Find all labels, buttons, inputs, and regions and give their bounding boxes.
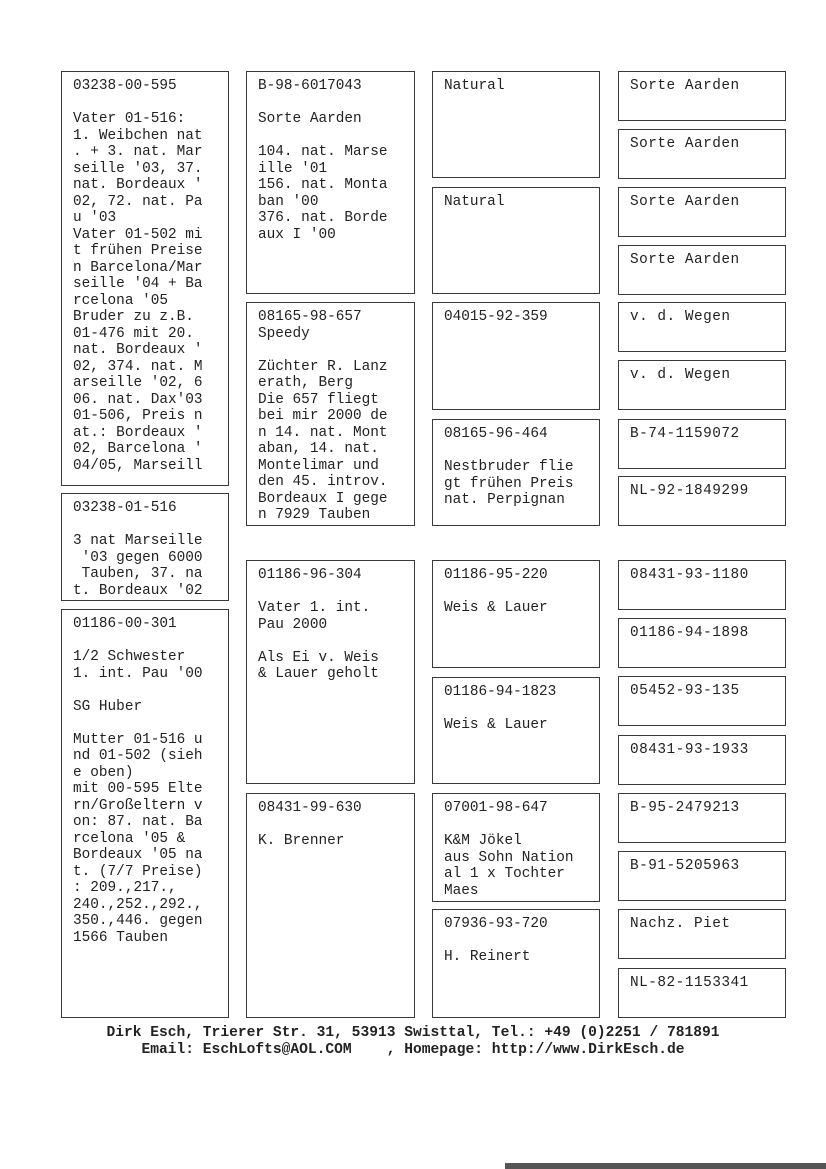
- pedigree-box: [432, 909, 600, 1018]
- box-text-line: nat. Bordeaux ': [73, 342, 203, 358]
- box-text-line: 01186-94-1823: [444, 684, 557, 700]
- footer-contact: Email: EschLofts@AOL.COM , Homepage: http://www.DirkEsch.de: [141, 1042, 685, 1058]
- box-text-line: 04/05, Marseill: [73, 457, 203, 474]
- pedigree-box: [432, 560, 600, 668]
- box-text-line: 104. nat. Marse: [258, 144, 388, 160]
- box-text-line: . + 3. nat. Mar: [73, 144, 203, 160]
- box-text-line: 04015-92-359: [444, 309, 548, 325]
- box-text-line: u '03: [73, 210, 117, 226]
- box-text-line: B-74-1159072: [630, 426, 740, 442]
- box-text-line: B-98-6017043: [258, 78, 362, 94]
- box-text-line: 02, Barcelona ': [73, 441, 203, 457]
- box-text-line: t. (7/7 Preise): [73, 863, 203, 880]
- box-text-line: 01-506, Preis n: [73, 408, 203, 424]
- box-text-line: t. Bordeaux '02: [73, 582, 203, 599]
- box-text-line: B-95-2479213: [630, 800, 740, 816]
- box-text-line: aux I '00: [258, 226, 336, 243]
- box-text-line: 08431-93-1933: [630, 742, 749, 758]
- box-text-line: & Lauer geholt: [258, 666, 379, 682]
- box-text-line: '03 gegen 6000: [73, 549, 203, 566]
- pedigree-box: [432, 187, 600, 294]
- box-text-line: aus Sohn Nation: [444, 849, 574, 866]
- pedigree-box: [432, 793, 600, 902]
- box-text-line: 01186-94-1898: [630, 625, 749, 641]
- box-text-line: Natural: [444, 194, 505, 210]
- box-text-line: nat. Perpignan: [444, 492, 565, 508]
- box-text-line: 1. int. Pau '00: [73, 665, 203, 682]
- pedigree-box: [618, 71, 786, 121]
- box-text-line: n 7929 Tauben: [258, 507, 371, 523]
- box-text-line: 01186-96-304: [258, 567, 362, 583]
- box-text-line: H. Reinert: [444, 949, 531, 965]
- box-text-line: Bruder zu z.B.: [73, 309, 194, 325]
- box-text-line: Speedy: [258, 325, 310, 342]
- box-text-line: [258, 128, 414, 145]
- pedigree-box: [618, 360, 786, 410]
- pedigree-box: [618, 419, 786, 469]
- pedigree-box: [618, 735, 786, 785]
- box-text-line: 01-476 mit 20.: [73, 325, 194, 342]
- box-text-line: ille '01: [258, 160, 328, 177]
- box-text-line: t frühen Preise: [73, 243, 203, 259]
- box-text-line: [73, 633, 228, 650]
- box-text-line: erath, Berg: [258, 375, 353, 391]
- box-text-line: 05452-93-135: [630, 683, 740, 699]
- pedigree-box: [618, 560, 786, 610]
- box-text-line: Vater 1. int.: [258, 600, 371, 616]
- box-text-line: : 209.,217.,: [73, 880, 177, 896]
- pedigree-box: [246, 302, 415, 526]
- box-text-line: Sorte Aarden: [630, 194, 740, 210]
- box-text-line: 02, 374. nat. M: [73, 358, 203, 375]
- box-text-line: B-91-5205963: [630, 858, 740, 874]
- box-text-line: seille '04 + Ba: [73, 276, 203, 292]
- box-text-line: 01186-95-220: [444, 567, 548, 583]
- box-text-line: Nestbruder flie: [444, 459, 574, 475]
- box-text-line: arseille '02, 6: [73, 375, 203, 391]
- box-text-line: 03238-01-516: [73, 500, 177, 516]
- box-text-line: seille '03, 37.: [73, 160, 203, 177]
- box-text-line: [444, 933, 599, 950]
- box-text-line: 1566 Tauben: [73, 929, 168, 946]
- box-text-line: Montelimar und: [258, 457, 379, 474]
- box-text-line: [444, 701, 599, 718]
- box-text-line: [444, 443, 599, 460]
- pedigree-box: [618, 187, 786, 237]
- box-text-line: 08431-93-1180: [630, 567, 749, 583]
- scan-edge-shadow: [505, 1163, 826, 1169]
- box-text-line: nd 01-502 (sieh: [73, 748, 203, 764]
- box-text-line: n Barcelona/Mar: [73, 259, 203, 276]
- pedigree-box: [618, 129, 786, 179]
- box-text-line: [258, 95, 414, 112]
- box-text-line: 3 nat Marseille: [73, 533, 203, 549]
- box-text-line: [73, 517, 228, 534]
- box-text-line: den 45. introv.: [258, 474, 388, 490]
- box-text-line: Nachz. Piet: [630, 916, 731, 932]
- box-text-line: Bordeaux I gege: [258, 490, 388, 507]
- box-text-line: v. d. Wegen: [630, 309, 731, 325]
- box-text-line: [444, 584, 599, 601]
- box-text-line: Weis & Lauer: [444, 717, 548, 733]
- box-text-line: Mutter 01-516 u: [73, 731, 203, 748]
- box-text-line: Vater 01-502 mi: [73, 226, 203, 243]
- box-text-line: n 14. nat. Mont: [258, 424, 388, 441]
- box-text-line: gt frühen Preis: [444, 475, 574, 492]
- pedigree-box: [618, 302, 786, 352]
- pedigree-box: [246, 71, 415, 294]
- pedigree-box: [618, 968, 786, 1018]
- pedigree-box: [618, 909, 786, 959]
- pedigree-box: [618, 793, 786, 843]
- box-text-line: [73, 715, 228, 732]
- footer-address: Dirk Esch, Trierer Str. 31, 53913 Swisttal, Tel.: +49 (0)2251 / 781891: [106, 1025, 720, 1041]
- box-text-line: e oben): [73, 764, 134, 781]
- pedigree-box-sire-line: [61, 71, 229, 486]
- box-text-line: [444, 817, 599, 834]
- box-text-line: 07936-93-720: [444, 916, 548, 932]
- box-text-line: aban, 14. nat.: [258, 441, 379, 457]
- box-text-line: bei mir 2000 de: [258, 408, 388, 424]
- box-text-line: 376. nat. Borde: [258, 210, 388, 226]
- box-text-line: [73, 95, 228, 112]
- pedigree-box: [618, 851, 786, 901]
- box-text-line: NL-82-1153341: [630, 975, 749, 991]
- box-text-line: Vater 01-516:: [73, 111, 186, 127]
- box-text-line: Sorte Aarden: [258, 111, 362, 127]
- box-text-line: 01186-00-301: [73, 616, 177, 632]
- box-text-line: Züchter R. Lanz: [258, 358, 388, 375]
- box-text-line: Sorte Aarden: [630, 252, 740, 268]
- box-text-line: mit 00-595 Elte: [73, 781, 203, 797]
- box-text-line: 156. nat. Monta: [258, 177, 388, 193]
- box-text-line: 03238-00-595: [73, 78, 177, 94]
- box-text-line: 240.,252.,292.,: [73, 896, 203, 913]
- box-text-line: Maes: [444, 882, 479, 899]
- box-text-line: at.: Bordeaux ': [73, 424, 203, 441]
- pedigree-box: [432, 677, 600, 784]
- box-text-line: 08165-98-657: [258, 309, 362, 325]
- box-text-line: ban '00: [258, 193, 319, 210]
- box-text-line: Sorte Aarden: [630, 78, 740, 94]
- box-text-line: SG Huber: [73, 698, 143, 715]
- box-text-line: rn/Großeltern v: [73, 797, 203, 814]
- box-text-line: Weis & Lauer: [444, 600, 548, 616]
- box-text-line: [258, 817, 414, 834]
- box-text-line: [258, 342, 414, 359]
- box-text-line: 07001-98-647: [444, 800, 548, 816]
- box-text-line: K. Brenner: [258, 833, 345, 849]
- box-text-line: on: 87. nat. Ba: [73, 814, 203, 830]
- box-text-line: [73, 682, 228, 699]
- box-text-line: nat. Bordeaux ': [73, 177, 203, 193]
- box-text-line: v. d. Wegen: [630, 367, 731, 383]
- pedigree-box: [618, 618, 786, 668]
- pedigree-box: [432, 302, 600, 410]
- box-text-line: al 1 x Tochter: [444, 866, 565, 882]
- box-text-line: 08431-99-630: [258, 800, 362, 816]
- box-text-line: Tauben, 37. na: [73, 566, 203, 582]
- pedigree-box: [618, 476, 786, 526]
- box-text-line: Bordeaux '05 na: [73, 847, 203, 863]
- pedigree-box: [618, 245, 786, 295]
- pedigree-box: [432, 71, 600, 178]
- box-text-line: [258, 633, 414, 650]
- pedigree-box: [246, 793, 415, 1018]
- box-text-line: K&M Jökel: [444, 833, 522, 849]
- pedigree-box: [618, 676, 786, 726]
- box-text-line: NL-92-1849299: [630, 483, 749, 499]
- pedigree-box: [246, 560, 415, 784]
- box-text-line: 06. nat. Dax'03: [73, 391, 203, 408]
- box-text-line: 350.,446. gegen: [73, 913, 203, 929]
- box-text-line: Die 657 fliegt: [258, 391, 379, 408]
- box-text-line: 1/2 Schwester: [73, 649, 186, 665]
- box-text-line: Als Ei v. Weis: [258, 649, 379, 666]
- box-text-line: rcelona '05: [73, 292, 168, 309]
- box-text-line: 02, 72. nat. Pa: [73, 193, 203, 210]
- pedigree-box: [432, 419, 600, 526]
- box-text-line: [258, 584, 414, 601]
- box-text-line: rcelona '05 &: [73, 830, 186, 847]
- pedigree-box: [61, 493, 229, 601]
- pedigree-box-dam-line: [61, 609, 229, 1018]
- box-text-line: 08165-96-464: [444, 426, 548, 442]
- box-text-line: Natural: [444, 78, 505, 94]
- box-text-line: Sorte Aarden: [630, 136, 740, 152]
- box-text-line: 1. Weibchen nat: [73, 127, 203, 144]
- box-text-line: Pau 2000: [258, 616, 328, 633]
